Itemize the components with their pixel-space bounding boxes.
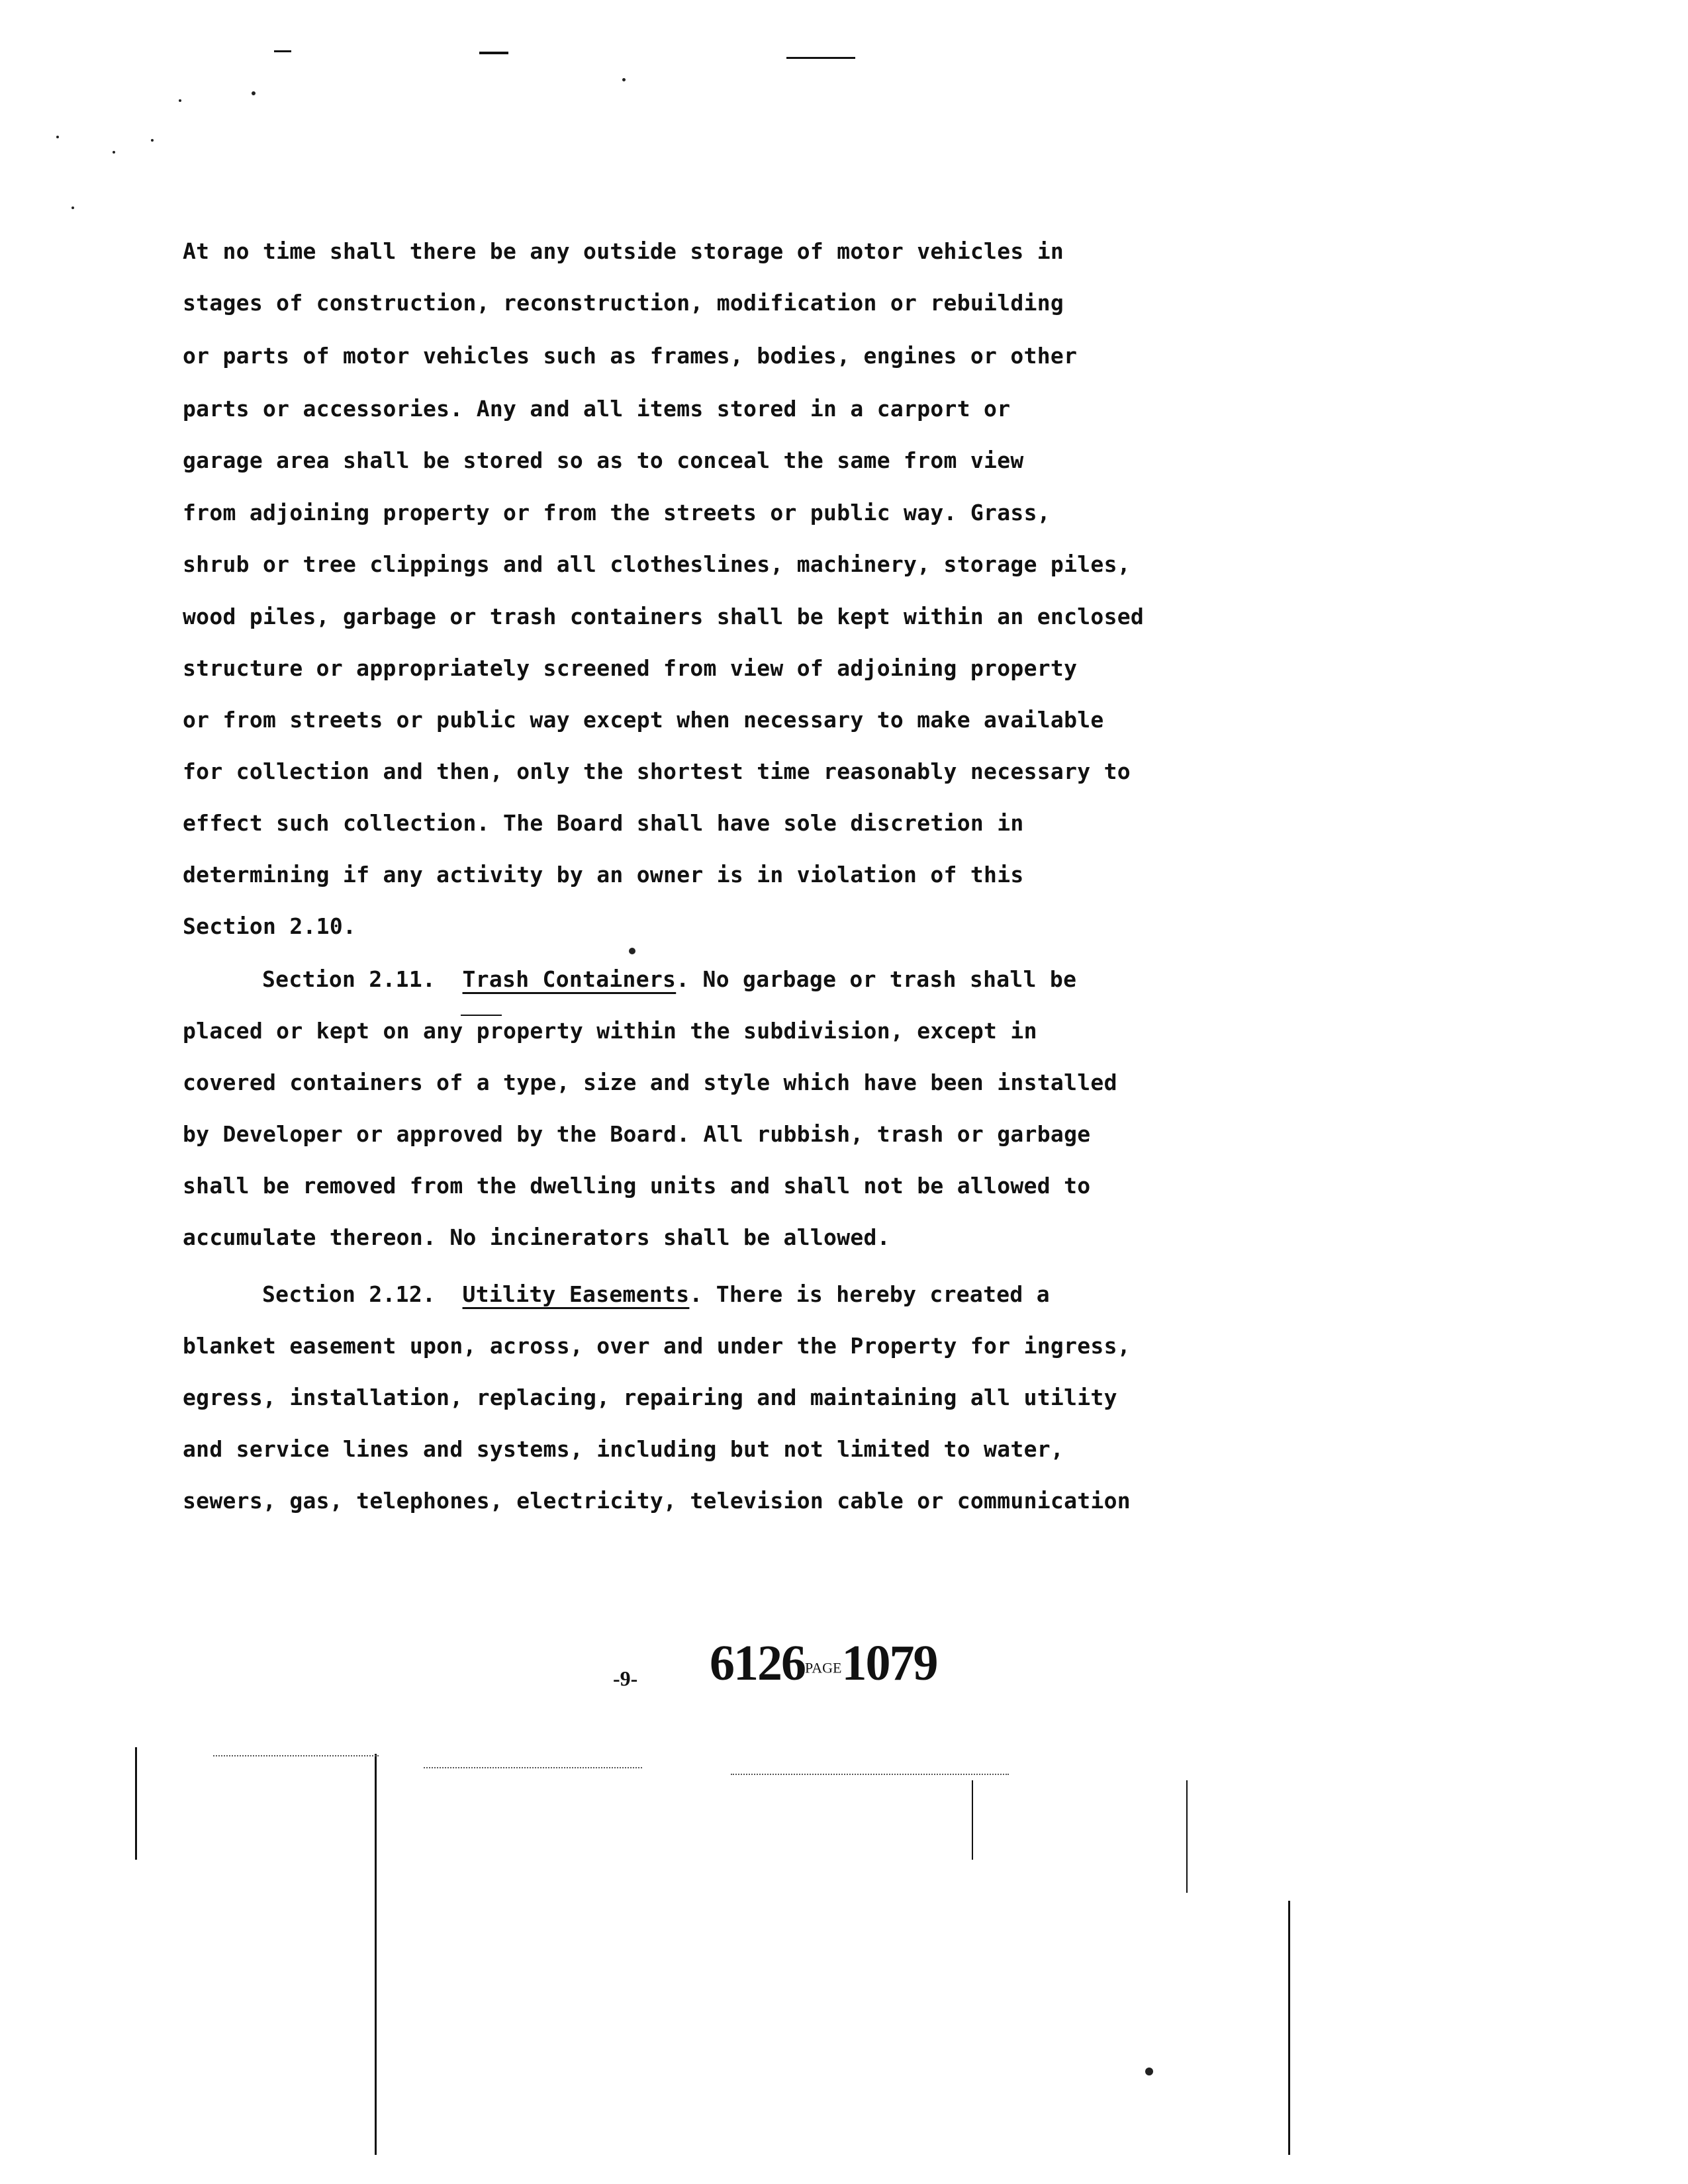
text-line: Section 2.10. <box>183 913 357 939</box>
scan-mark <box>461 1015 502 1016</box>
text-line: from adjoining property or from the streets or public way. Grass, <box>183 500 1051 525</box>
scan-speck <box>179 99 181 102</box>
text-line: and service lines and systems, including but not limited to water, <box>183 1436 1064 1462</box>
border-line <box>1288 1901 1290 2155</box>
scan-speck <box>622 78 626 81</box>
scan-speck <box>56 136 59 138</box>
scan-mark <box>786 57 855 59</box>
border-line <box>972 1780 973 1860</box>
text-line-rest: . There is hereby created a <box>689 1281 1050 1307</box>
page-number: -9- <box>613 1666 638 1690</box>
text-line: or parts of motor vehicles such as frames, bodies, engines or other <box>183 343 1078 369</box>
scan-speck <box>629 948 635 954</box>
scan-dotted-line <box>213 1755 379 1756</box>
section-number: Section 2.11. <box>262 966 436 992</box>
text-line: structure or appropriately screened from view of adjoining property <box>183 655 1078 681</box>
scan-speck <box>1145 2068 1153 2075</box>
section-title: Trash Containers <box>462 966 677 992</box>
text-line: placed or kept on any property within the subdivision, except in <box>183 1018 1037 1044</box>
text-line: egress, installation, replacing, repairing and maintaining all utility <box>183 1385 1117 1410</box>
text-line: stages of construction, reconstruction, modification or rebuilding <box>183 290 1064 316</box>
text-line: or from streets or public way except when necessary to make available <box>183 707 1104 733</box>
text-line: shall be removed from the dwelling units and shall not be allowed to <box>183 1173 1091 1199</box>
text-line: shrub or tree clippings and all clotheslines, machinery, storage piles, <box>183 551 1131 577</box>
text-line-rest: . No garbage or trash shall be <box>676 966 1077 992</box>
text-line: sewers, gas, telephones, electricity, television cable or communication <box>183 1488 1131 1514</box>
scan-speck <box>71 206 74 209</box>
text-line: determining if any activity by an owner is in violation of this <box>183 862 1024 887</box>
scan-dotted-line <box>731 1774 1009 1775</box>
scan-dotted-line <box>424 1767 642 1768</box>
text-line: At no time shall there be any outside storage of motor vehicles in <box>183 238 1064 264</box>
recording-stamp <box>710 1635 937 1692</box>
section-heading-line <box>262 1281 1050 1307</box>
border-line <box>375 1754 377 2155</box>
section-title: Utility Easements <box>462 1281 690 1307</box>
page-stamp-number: 1079 <box>841 1635 937 1691</box>
text-line: wood piles, garbage or trash containers shall be kept within an enclosed <box>183 604 1145 629</box>
scan-speck <box>113 151 115 154</box>
text-line: blanket easement upon, across, over and under the Property for ingress, <box>183 1333 1131 1359</box>
text-line: parts or accessories. Any and all items stored in a carport or <box>183 396 1011 422</box>
scan-mark <box>479 52 508 54</box>
border-line <box>135 1747 137 1860</box>
scan-speck <box>252 91 256 95</box>
page-stamp-label: PAGE <box>805 1659 842 1676</box>
scan-speck <box>151 139 154 142</box>
book-number: 6126 <box>710 1635 805 1691</box>
scan-mark <box>274 50 291 52</box>
section-number: Section 2.12. <box>262 1281 436 1307</box>
section-heading-line <box>262 966 1076 992</box>
text-line: for collection and then, only the shortest time reasonably necessary to <box>183 758 1131 784</box>
text-line: accumulate thereon. No incinerators shall be allowed. <box>183 1224 890 1250</box>
text-line: covered containers of a type, size and style which have been installed <box>183 1069 1117 1095</box>
text-line: garage area shall be stored so as to conceal the same from view <box>183 447 1024 473</box>
text-line: effect such collection. The Board shall have sole discretion in <box>183 810 1024 836</box>
text-line: by Developer or approved by the Board. All rubbish, trash or garbage <box>183 1121 1091 1147</box>
border-line <box>1186 1780 1188 1893</box>
